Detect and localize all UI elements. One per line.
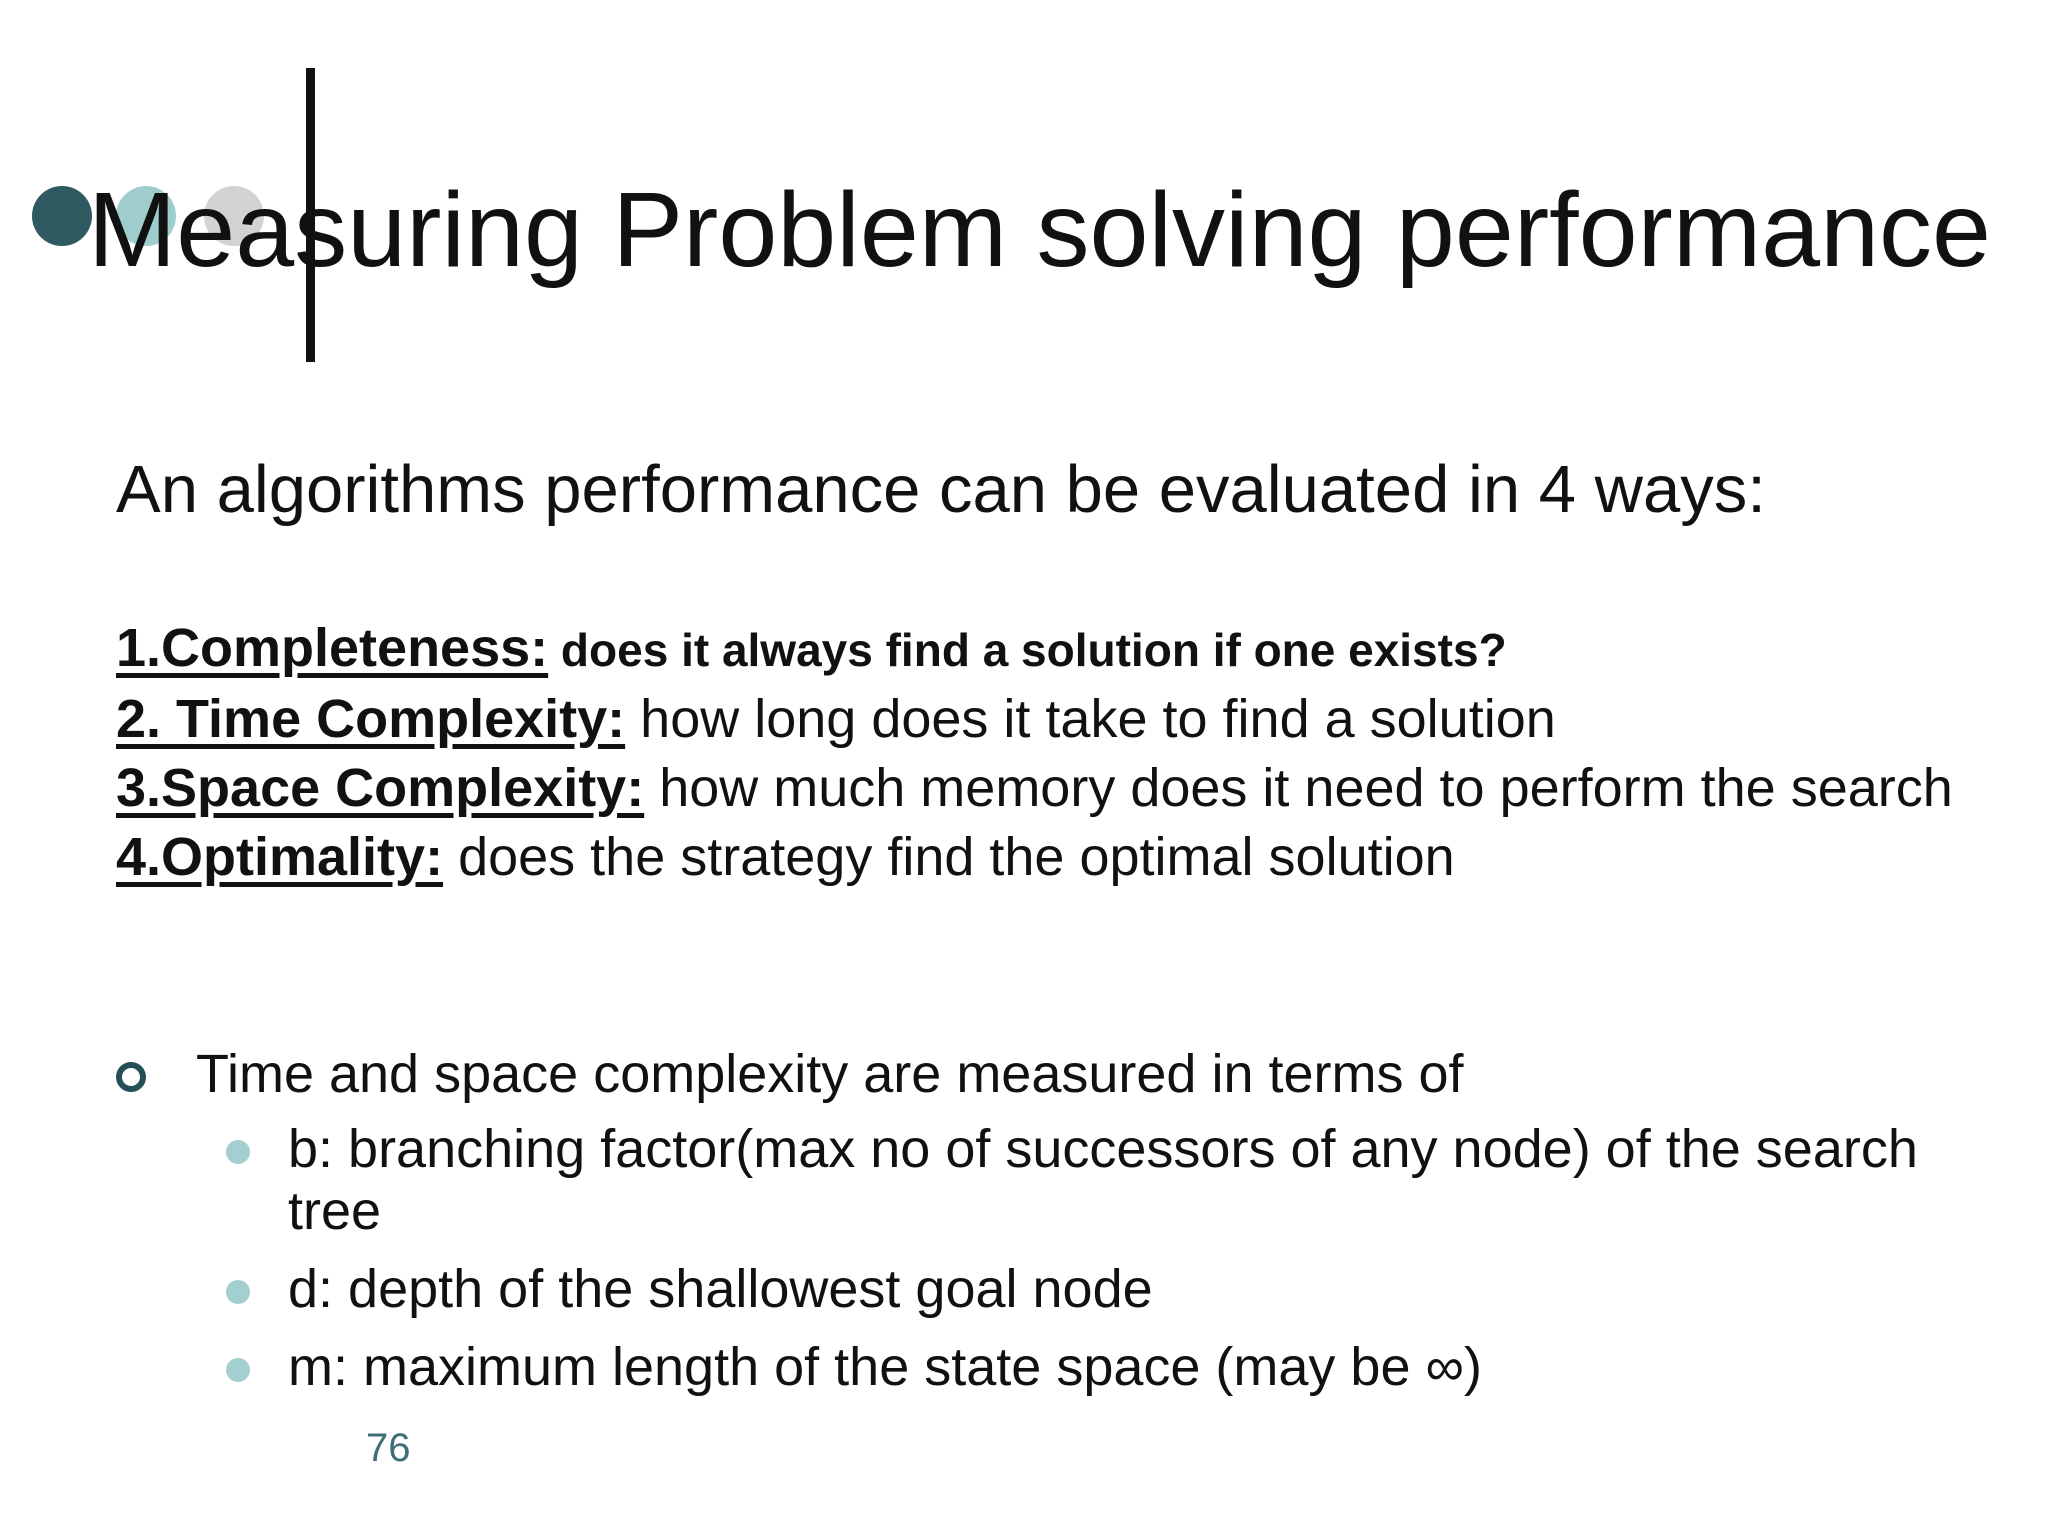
ring-bullet-icon xyxy=(116,1062,146,1092)
main-bullet-text: Time and space complexity are measured in terms of xyxy=(196,1044,1464,1104)
page-number: 76 xyxy=(366,1426,411,1470)
intro-text: An algorithms performance can be evaluated in 4 ways: xyxy=(116,452,1766,527)
criteria-item-space-complexity xyxy=(116,754,1996,823)
main-bullet xyxy=(116,1040,1464,1109)
criteria-item-time-complexity xyxy=(116,685,1996,754)
dot-bullet-icon xyxy=(226,1140,250,1164)
dot-bullet-icon xyxy=(226,1280,250,1304)
criteria-label: 1.Completeness: xyxy=(116,618,549,678)
criteria-text: how much memory does it need to perform the search xyxy=(644,758,1953,818)
sub-bullet-list xyxy=(222,1118,1922,1414)
criteria-list xyxy=(116,614,1996,892)
dot-bullet-icon xyxy=(226,1358,250,1382)
criteria-text: does the strategy find the optimal solution xyxy=(443,827,1455,887)
criteria-label: 3.Space Complexity: xyxy=(116,758,645,818)
sub-bullet-item xyxy=(222,1258,1922,1320)
criteria-text: how long does it take to find a solution xyxy=(625,689,1556,749)
sub-bullet-text: b: branching factor(max no of successors of any node) of the search tree xyxy=(288,1119,1918,1241)
criteria-label: 2. Time Complexity: xyxy=(116,689,626,749)
criteria-label: 4.Optimality: xyxy=(116,827,444,887)
sub-bullet-text: m: maximum length of the state space (may be ∞) xyxy=(288,1337,1482,1397)
criteria-text: does it always find a solution if one exists? xyxy=(548,624,1507,676)
criteria-item-optimality xyxy=(116,823,1996,892)
sub-bullet-item xyxy=(222,1118,1922,1242)
sub-bullet-item xyxy=(222,1336,1922,1398)
decorative-circle-dark xyxy=(32,186,92,246)
slide-title: Measuring Problem solving performance xyxy=(88,171,1991,289)
criteria-item-completeness xyxy=(116,614,1996,685)
sub-bullet-text: d: depth of the shallowest goal node xyxy=(288,1259,1153,1319)
